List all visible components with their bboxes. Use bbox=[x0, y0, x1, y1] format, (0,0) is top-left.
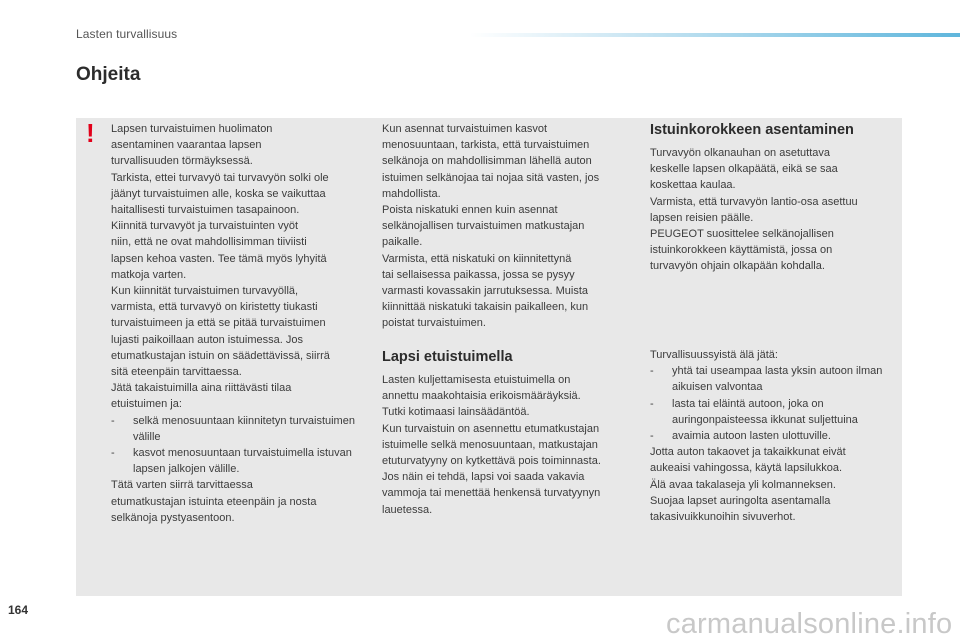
paragraph-line: vammoja tai menettää henkensä turvatyynyn bbox=[382, 487, 601, 500]
safety-text bbox=[650, 347, 895, 525]
bullet-text: avaimia autoon lasten ulottuville. bbox=[672, 430, 831, 443]
paragraph-line: niin, että ne ovat mahdollisimman tiiviisti bbox=[111, 236, 307, 249]
paragraph-line: etuturvatyyny on kytkettävä pois toiminnasta. bbox=[382, 455, 601, 468]
page-number: 164 bbox=[8, 603, 29, 617]
paragraph-line: takasivuikkunoihin sivuverhot. bbox=[650, 511, 796, 524]
page-title: Ohjeita bbox=[76, 64, 141, 85]
paragraph-line: tai sellaisessa paikassa, jossa se pysyy bbox=[382, 268, 575, 281]
paragraph-line: annettu maakohtaisia erikoismääräyksiä. bbox=[382, 390, 581, 403]
bullet-text: lasta tai eläintä autoon, joka on auringonpaisteessa ikkunat suljettuina bbox=[672, 397, 858, 426]
exclamation-icon: ! bbox=[86, 118, 95, 148]
paragraph-line: paikalle. bbox=[382, 236, 423, 249]
paragraph-line: Jätä takaistuimilla aina riittävästi tilaa bbox=[111, 382, 292, 395]
list-item bbox=[111, 445, 366, 477]
paragraph-line: selkänoja pystyasentoon. bbox=[111, 511, 235, 524]
paragraph-line: Turvavyön olkanauhan on asetuttava bbox=[650, 147, 830, 159]
list-item bbox=[111, 413, 366, 445]
header-title: Lasten turvallisuus bbox=[76, 27, 178, 41]
paragraph-line: Jotta auton takaovet ja takaikkunat eivät bbox=[650, 446, 846, 459]
paragraph-line: Lasten kuljettamisesta etuistuimella on bbox=[382, 374, 571, 386]
paragraph-line: sitä eteenpäin tarvittaessa. bbox=[111, 366, 242, 379]
paragraph-line: koskettaa kaulaa. bbox=[650, 179, 736, 192]
paragraph-line: selkänojallisen turvaistuimen matkustajan bbox=[382, 220, 585, 233]
bullet-dash: - bbox=[650, 430, 654, 443]
bullet-text: selkä menosuuntaan kiinnitetyn turvaistuimen välille bbox=[133, 414, 355, 443]
bullet-text: kasvot menosuuntaan turvaistuimella istuvan lapsen jalkojen välille. bbox=[133, 447, 352, 476]
bullet-dash: - bbox=[111, 414, 115, 427]
bullet-dash: - bbox=[650, 397, 654, 410]
section-title-front-seat: Lapsi etuistuimella bbox=[382, 349, 513, 365]
paragraph-line: varmasti kovassakin jarrutuksessa. Muista bbox=[382, 285, 589, 298]
paragraph-line: aukeaisi vahingossa, käytä lapsilukkoa. bbox=[650, 462, 843, 475]
paragraph-line: haitallisesti turvaistuimen tasapainoon. bbox=[111, 204, 300, 217]
paragraph-line: keskelle lapsen olkapäätä, eikä se saa bbox=[650, 163, 838, 176]
paragraph-line: Kun kiinnität turvaistuimen turvavyöllä, bbox=[111, 285, 299, 298]
list-item bbox=[650, 428, 895, 444]
paragraph-line: Tätä varten siirrä tarvittaessa bbox=[111, 479, 253, 492]
paragraph-line: menosuuntaan, tarkista, että turvaistuimen bbox=[382, 139, 590, 152]
paragraph-line: lapsen reisien päälle. bbox=[650, 211, 754, 224]
paragraph-line: istuimen selkänojaa tai nojaa sitä vasten, jos bbox=[382, 171, 600, 184]
section-title-booster: Istuinkorokkeen asentaminen bbox=[650, 122, 854, 138]
paragraph-line: kiinnittää niskatuki takaisin paikalleen, kun bbox=[382, 301, 589, 314]
paragraph-line: etumatkustajan istuinta eteenpäin ja nosta bbox=[111, 495, 317, 508]
paragraph-line: Tarkista, ettei turvavyö tai turvavyön solki ole bbox=[111, 171, 329, 184]
paragraph-line: turvallisuuden törmäyksessä. bbox=[111, 155, 253, 168]
paragraph-line: Lapsen turvaistuimen huolimaton bbox=[111, 123, 273, 135]
paragraph-line: etumatkustajan istuin on säädettävissä, siirrä bbox=[111, 349, 330, 362]
paragraph-line: varmista, että turvavyö on kiristetty tiukasti bbox=[111, 301, 318, 314]
header-accent-bar bbox=[470, 33, 960, 37]
booster-text bbox=[650, 145, 895, 275]
paragraph-line: Turvallisuussyistä älä jätä: bbox=[650, 349, 778, 361]
paragraph-line: asentaminen vaarantaa lapsen bbox=[111, 139, 262, 152]
paragraph-line: Kun turvaistuin on asennettu etumatkustajan bbox=[382, 422, 600, 435]
paragraph-line: turvaistuimeen ja että se pitää turvaistuimen bbox=[111, 317, 326, 330]
paragraph-line: matkoja varten. bbox=[111, 268, 187, 281]
forward-facing-text-column bbox=[382, 121, 637, 332]
paragraph-line: istuimelle selkä menosuuntaan, matkustajan bbox=[382, 438, 598, 451]
paragraph-line: Varmista, että niskatuki on kiinnitettynä bbox=[382, 252, 572, 265]
paragraph-line: turvavyön ohjain olkapään kohdalla. bbox=[650, 260, 825, 273]
paragraph-line: etuistuimen ja: bbox=[111, 398, 182, 411]
paragraph-line: Kiinnitä turvavyöt ja turvaistuinten vyöt bbox=[111, 220, 299, 233]
bullet-text: yhtä tai useampaa lasta yksin autoon ilman aikuisen valvontaa bbox=[672, 365, 883, 394]
paragraph-line: mahdollista. bbox=[382, 187, 441, 200]
paragraph-line: jäänyt turvaistuimen alle, koska se vaikuttaa bbox=[111, 187, 326, 200]
paragraph-line: Tutki kotimaasi lainsäädäntöä. bbox=[382, 406, 530, 419]
paragraph-line: lujasti paikoillaan auton istuimessa. Jos bbox=[111, 333, 303, 346]
paragraph-line: lapsen kehoa vasten. Tee tämä myös lyhyitä bbox=[111, 252, 327, 265]
paragraph-line: Jos näin ei tehdä, lapsi voi saada vakavia bbox=[382, 471, 585, 484]
paragraph-line: Kun asennat turvaistuimen kasvot bbox=[382, 123, 548, 135]
paragraph-line: lauetessa. bbox=[382, 503, 433, 516]
paragraph-line: Varmista, että turvavyön lantio-osa asettuu bbox=[650, 195, 858, 208]
bullet-dash: - bbox=[111, 447, 115, 460]
front-seat-text bbox=[382, 372, 637, 518]
paragraph-line: Suojaa lapset auringolta asentamalla bbox=[650, 494, 831, 507]
paragraph-line: poistat turvaistuimen. bbox=[382, 317, 486, 330]
paragraph-line: PEUGEOT suosittelee selkänojallisen bbox=[650, 228, 834, 241]
paragraph-line: Poista niskatuki ennen kuin asennat bbox=[382, 204, 558, 217]
paragraph-line: selkänoja on mahdollisimman lähellä auton bbox=[382, 155, 592, 168]
list-item bbox=[650, 396, 895, 428]
paragraph-line: Älä avaa takalaseja yli kolmanneksen. bbox=[650, 478, 836, 491]
bullet-dash: - bbox=[650, 365, 654, 378]
list-item bbox=[650, 363, 895, 395]
paragraph-line: istuinkorokkeen käyttämistä, jossa on bbox=[650, 244, 833, 257]
watermark: carmanualsonline.info bbox=[666, 608, 953, 640]
warning-text-column bbox=[111, 121, 366, 526]
